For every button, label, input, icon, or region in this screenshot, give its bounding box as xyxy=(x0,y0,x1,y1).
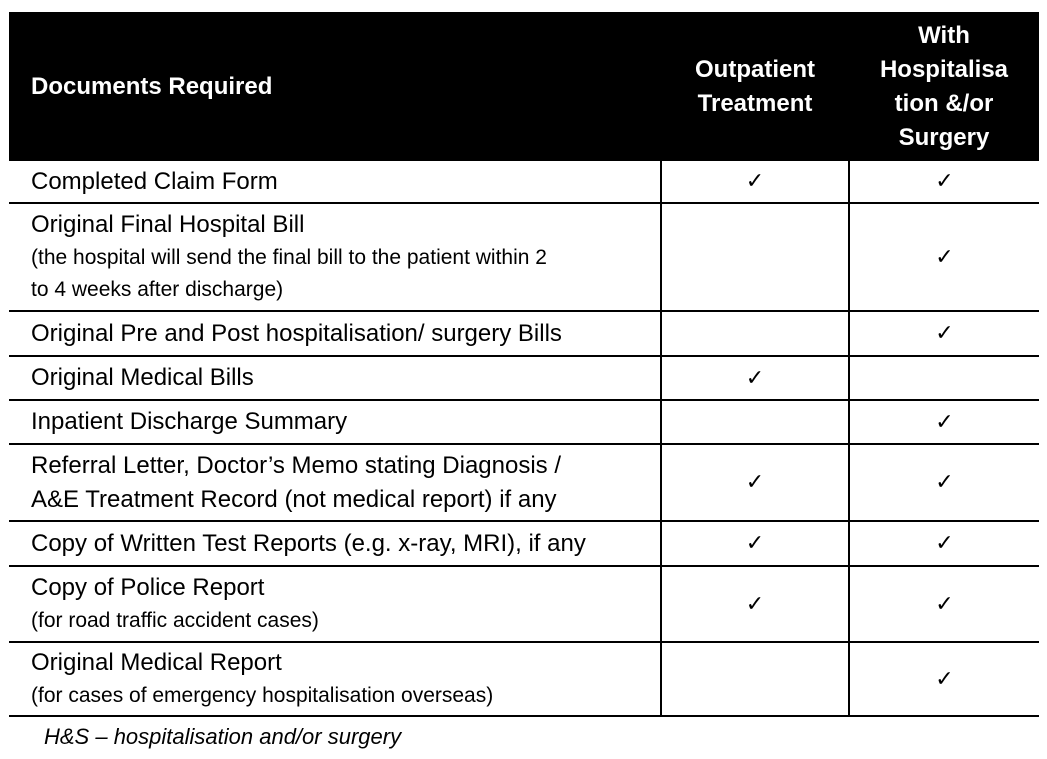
hospitalisation-check-cell: ✓ xyxy=(849,203,1039,311)
outpatient-check-cell xyxy=(661,400,849,444)
outpatient-check-cell: ✓ xyxy=(661,566,849,642)
hospitalisation-check-cell: ✓ xyxy=(849,566,1039,642)
document-cell xyxy=(9,521,661,566)
header-hospitalisation-line: tion &/or xyxy=(894,89,994,117)
document-title: Original Final Hospital Bill xyxy=(31,211,305,238)
document-note: to 4 weeks after discharge) xyxy=(31,278,284,301)
documents-required-table xyxy=(9,12,1039,717)
document-cell xyxy=(9,642,661,716)
header-documents-required: Documents Required xyxy=(9,12,661,161)
table-row xyxy=(9,203,1039,311)
documents-table-container xyxy=(9,12,1039,717)
header-outpatient-line: Outpatient xyxy=(695,55,815,83)
outpatient-check-cell xyxy=(661,642,849,716)
table-row xyxy=(9,521,1039,566)
table-row xyxy=(9,642,1039,716)
document-note: (for cases of emergency hospitalisation overseas) xyxy=(31,684,494,707)
outpatient-check-cell: ✓ xyxy=(661,161,849,203)
outpatient-check-cell: ✓ xyxy=(661,356,849,400)
document-title: Referral Letter, Doctor’s Memo stating Diagnosis / xyxy=(31,451,562,479)
hospitalisation-check-cell: ✓ xyxy=(849,521,1039,566)
document-title: Copy of Written Test Reports (e.g. x-ray, MRI), if any xyxy=(31,529,586,557)
table-row xyxy=(9,356,1039,400)
outpatient-check-cell: ✓ xyxy=(661,521,849,566)
document-cell xyxy=(9,311,661,356)
document-cell xyxy=(9,356,661,400)
table-row xyxy=(9,566,1039,642)
document-cell xyxy=(9,444,661,521)
document-cell xyxy=(9,400,661,444)
document-title: Original Medical Report xyxy=(31,649,282,676)
document-title: Completed Claim Form xyxy=(31,167,278,195)
hospitalisation-check-cell xyxy=(849,356,1039,400)
document-title: Copy of Police Report xyxy=(31,574,265,601)
outpatient-check-cell xyxy=(661,311,849,356)
outpatient-check-cell: ✓ xyxy=(661,444,849,521)
header-hospitalisation-line: With xyxy=(918,21,970,49)
hospitalisation-check-cell: ✓ xyxy=(849,642,1039,716)
document-title: Original Pre and Post hospitalisation/ surgery Bills xyxy=(31,319,562,347)
header-outpatient-line: Treatment xyxy=(697,89,813,117)
header-hospitalisation-surgery xyxy=(849,12,1039,161)
header-outpatient-treatment xyxy=(661,12,849,161)
hospitalisation-check-cell: ✓ xyxy=(849,400,1039,444)
document-title: Inpatient Discharge Summary xyxy=(31,408,348,435)
table-row xyxy=(9,311,1039,356)
document-cell xyxy=(9,566,661,642)
document-note: (the hospital will send the final bill to the patient within 2 xyxy=(31,246,547,269)
header-hospitalisation-line: Hospitalisa xyxy=(879,55,1009,83)
document-cell xyxy=(9,161,661,203)
table-row xyxy=(9,400,1039,444)
table-row xyxy=(9,444,1039,521)
document-title: Original Medical Bills xyxy=(31,364,254,391)
hospitalisation-check-cell: ✓ xyxy=(849,444,1039,521)
footnote: H&S – hospitalisation and/or surgery xyxy=(44,724,402,749)
header-hospitalisation-line: Surgery xyxy=(898,123,990,151)
document-title: A&E Treatment Record (not medical report) if any xyxy=(31,485,557,513)
outpatient-check-cell xyxy=(661,203,849,311)
table-body xyxy=(9,161,1039,716)
table-header-row xyxy=(9,12,1039,161)
hospitalisation-check-cell: ✓ xyxy=(849,311,1039,356)
hospitalisation-check-cell: ✓ xyxy=(849,161,1039,203)
table-row xyxy=(9,161,1039,203)
document-cell xyxy=(9,203,661,311)
document-note: (for road traffic accident cases) xyxy=(31,609,319,632)
